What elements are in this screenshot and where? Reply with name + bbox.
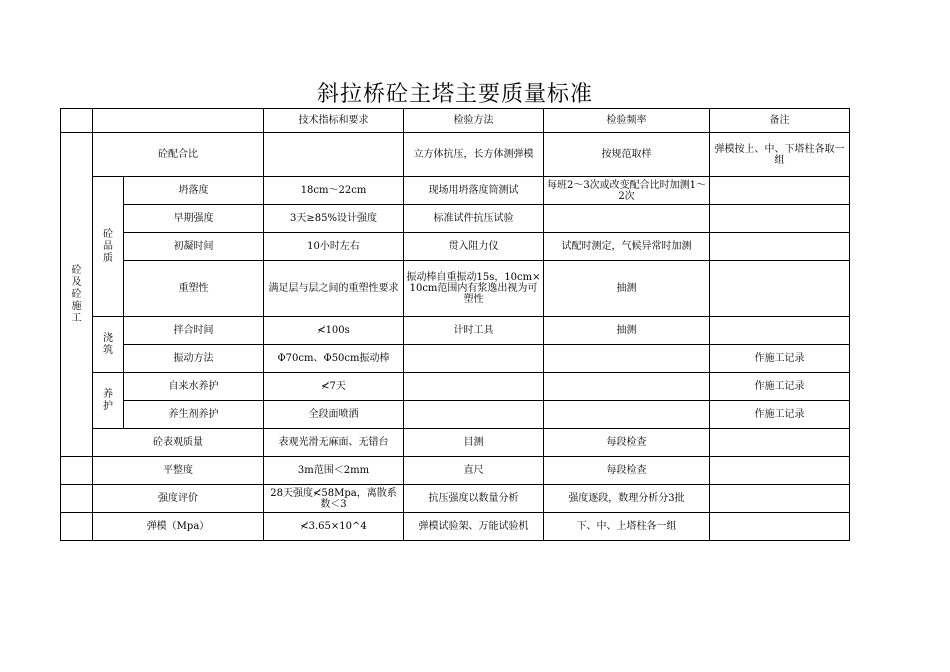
page-title: 斜拉桥砼主塔主要质量标准	[316, 82, 593, 107]
group-label-pour: 浇筑	[93, 317, 124, 373]
header-tech: 技术指标和要求	[264, 109, 404, 133]
row-method: 贯入阻力仪	[404, 233, 544, 261]
row-frequency: 每段检查	[544, 457, 710, 485]
quality-standards-table	[60, 108, 850, 541]
row-frequency: 抽测	[544, 261, 710, 317]
row-frequency: 抽测	[544, 317, 710, 345]
row-item: 强度评价	[93, 485, 264, 513]
row-tech: 3m范围＜2mm	[264, 457, 404, 485]
table-row	[61, 317, 850, 345]
row-note: 作施工记录	[710, 373, 850, 401]
row-method: 振动棒自重振动15s，10cm×10cm范围内有浆逸出视为可塑性	[404, 261, 544, 317]
row-tech: 10小时左右	[264, 233, 404, 261]
row-method	[404, 401, 544, 429]
row-method: 目测	[404, 429, 544, 457]
row-note	[710, 485, 850, 513]
row-tech: 18cm～22cm	[264, 177, 404, 205]
group-label-quality: 砼品质	[93, 177, 124, 317]
row-method: 弹模试验架、万能试验机	[404, 513, 544, 541]
row-note	[710, 233, 850, 261]
table-header-row	[61, 109, 850, 133]
header-method: 检验方法	[404, 109, 544, 133]
row-frequency	[544, 205, 710, 233]
row-method: 现场用坍落度筒测试	[404, 177, 544, 205]
row-frequency: 下、中、上塔柱各一组	[544, 513, 710, 541]
row-tech: ≮100s	[264, 317, 404, 345]
row-tech: ≮7天	[264, 373, 404, 401]
row-frequency: 每段检查	[544, 429, 710, 457]
row-tech: 满足层与层之间的重塑性要求	[264, 261, 404, 317]
row-item: 坍落度	[124, 177, 264, 205]
row-item: 平整度	[93, 457, 264, 485]
header-blank-cell	[61, 109, 93, 133]
row-frequency	[544, 373, 710, 401]
row-method: 直尺	[404, 457, 544, 485]
row-method	[404, 373, 544, 401]
table-row	[61, 133, 850, 177]
row-item: 振动方法	[124, 345, 264, 373]
table-row	[61, 261, 850, 317]
row-frequency: 强度逐段，数理分析分3批	[544, 485, 710, 513]
row-tech: 全段面喷洒	[264, 401, 404, 429]
row-note	[710, 457, 850, 485]
row-blank-cell	[61, 457, 93, 485]
row-frequency: 试配时测定，气候异常时加测	[544, 233, 710, 261]
table-row	[61, 205, 850, 233]
row-tech	[264, 133, 404, 177]
row-note	[710, 429, 850, 457]
row-item: 拌合时间	[124, 317, 264, 345]
row-note: 弹模按上、中、下塔柱各取一组	[710, 133, 850, 177]
header-note: 备注	[710, 109, 850, 133]
row-note	[710, 177, 850, 205]
table-row	[61, 485, 850, 513]
row-item: 弹模（Mpa）	[93, 513, 264, 541]
row-note	[710, 205, 850, 233]
row-tech: Φ70cm、Φ50cm振动棒	[264, 345, 404, 373]
table-row	[61, 457, 850, 485]
table-row	[61, 177, 850, 205]
row-method: 标准试件抗压试验	[404, 205, 544, 233]
row-tech: 28天强度≮58Mpa，离散系数＜3	[264, 485, 404, 513]
table-row	[61, 233, 850, 261]
table-row	[61, 401, 850, 429]
row-note	[710, 317, 850, 345]
group-label-main: 砼及砼施工	[61, 133, 93, 457]
row-tech: 表观光滑无麻面、无错台	[264, 429, 404, 457]
row-item: 砼表观质量	[93, 429, 264, 457]
row-note: 作施工记录	[710, 401, 850, 429]
row-frequency: 按规范取样	[544, 133, 710, 177]
row-item: 初凝时间	[124, 233, 264, 261]
row-frequency: 每班2～3次或改变配合比时加测1～2次	[544, 177, 710, 205]
row-item: 自来水养护	[124, 373, 264, 401]
row-method: 立方体抗压，长方体测弹模	[404, 133, 544, 177]
group-label-cure: 养护	[93, 373, 124, 429]
header-frequency: 检验频率	[544, 109, 710, 133]
row-frequency	[544, 345, 710, 373]
row-method: 抗压强度以数量分析	[404, 485, 544, 513]
row-note: 作施工记录	[710, 345, 850, 373]
row-note	[710, 261, 850, 317]
row-item: 重塑性	[124, 261, 264, 317]
row-item: 早期强度	[124, 205, 264, 233]
row-item: 砼配合比	[93, 133, 264, 177]
row-blank-cell	[61, 485, 93, 513]
row-note	[710, 513, 850, 541]
row-tech: ≮3.65×10^4	[264, 513, 404, 541]
row-tech: 3天≥85%设计强度	[264, 205, 404, 233]
table-row	[61, 345, 850, 373]
row-blank-cell	[61, 513, 93, 541]
row-method: 计时工具	[404, 317, 544, 345]
table-row	[61, 513, 850, 541]
row-method	[404, 345, 544, 373]
table-row	[61, 429, 850, 457]
row-frequency	[544, 401, 710, 429]
header-item-cell	[93, 109, 264, 133]
table-row	[61, 373, 850, 401]
row-item: 养生剂养护	[124, 401, 264, 429]
